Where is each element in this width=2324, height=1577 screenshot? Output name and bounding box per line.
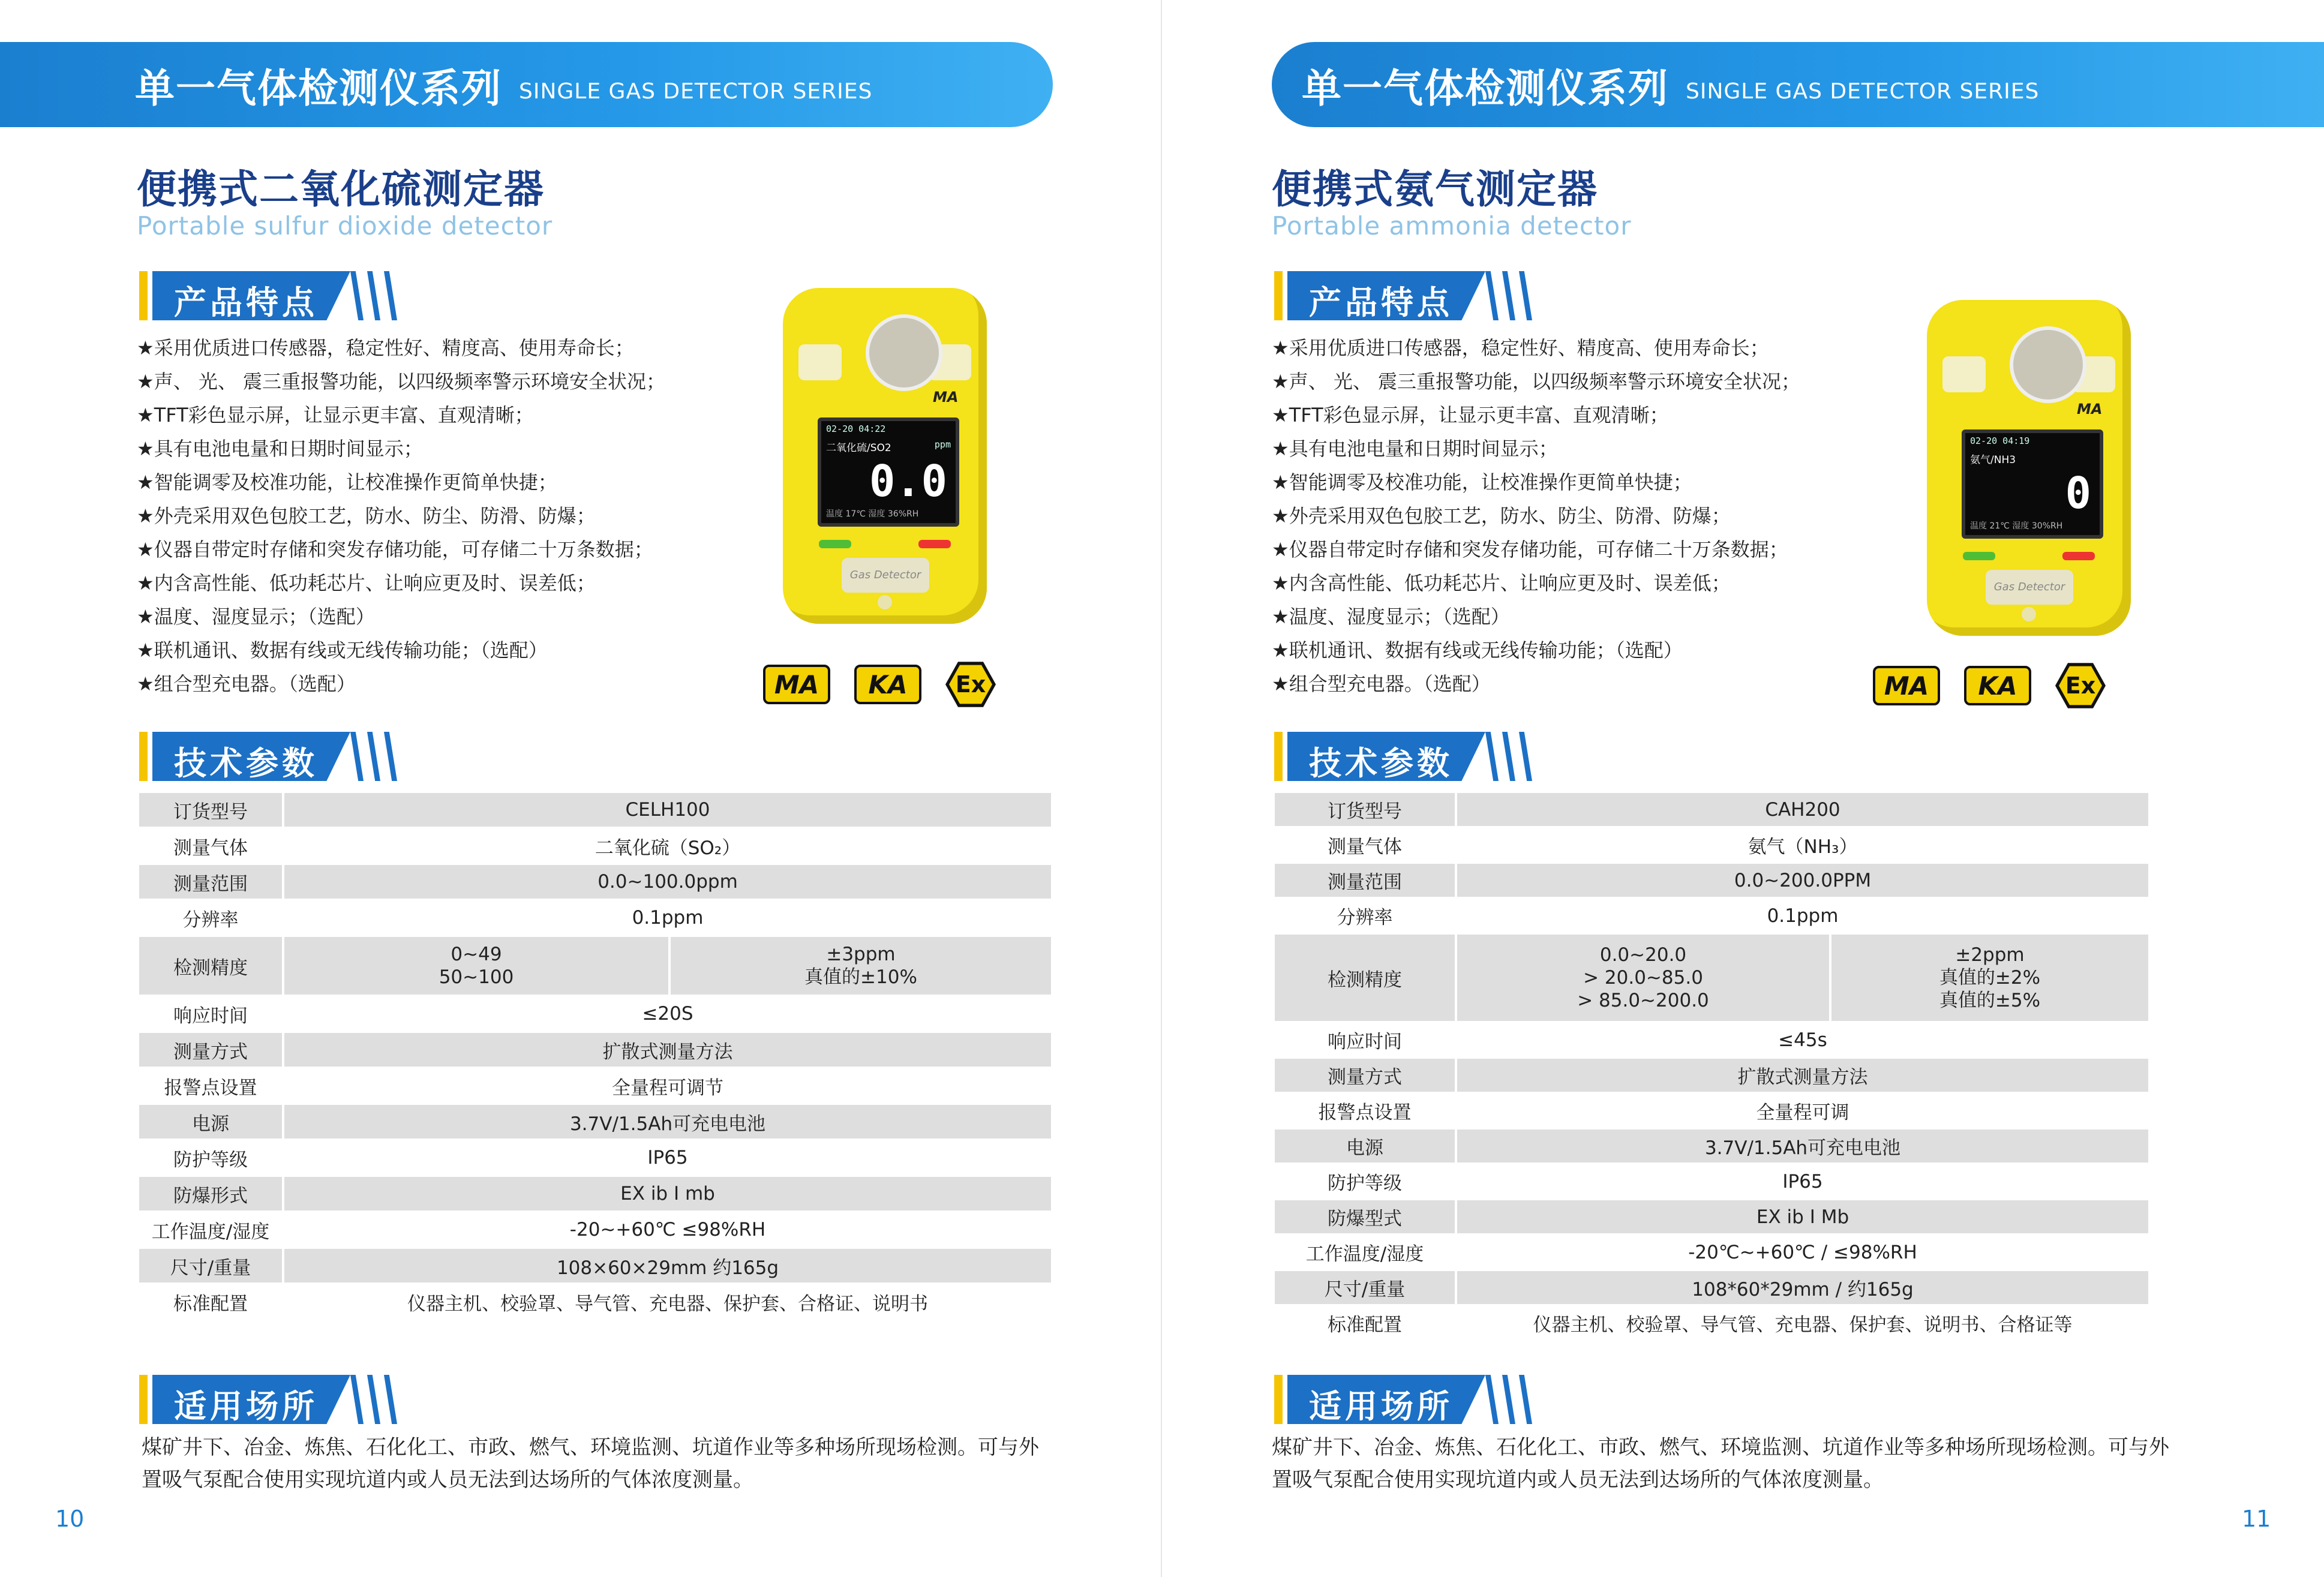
table-row: [139, 865, 1051, 899]
spec-label: 尺寸/重量: [1275, 1271, 1457, 1304]
ma-cert-icon: MA: [763, 665, 830, 704]
device-buzzer: [878, 595, 892, 609]
spec-label: 分辨率: [139, 901, 284, 935]
spec-value: IP65: [647, 1147, 688, 1169]
spec-value: 全量程可调: [1756, 1102, 1849, 1124]
spec-label: 测量气体: [139, 829, 284, 863]
spec-value: 0.0~100.0ppm: [284, 865, 1051, 899]
features-list: [1272, 331, 1908, 701]
detector-device-image: [783, 288, 987, 624]
certification-marks: [1873, 665, 2106, 707]
table-row: [1275, 1271, 2148, 1304]
table-row: [139, 1213, 1051, 1246]
feature-item: ★联机通讯、数据有线或无线传输功能；（选配）: [1272, 639, 1683, 662]
feature-item: ★智能调零及校准功能，让校准操作更简单快捷；: [137, 471, 557, 494]
spec-value: 扩散式测量方法: [284, 1033, 1051, 1067]
feature-item: ★组合型充电器。（选配）: [137, 672, 356, 695]
features-list: [137, 331, 773, 701]
spec-value: 仪器主机、校验罩、导气管、充电器、保护套、说明书、合格证等: [1533, 1314, 2073, 1336]
spec-value: 3.7V/1.5Ah可充电电池: [1457, 1130, 2148, 1163]
device-buzzer: [2022, 607, 2036, 621]
product-title-cn: 便携式二氧化硫测定器: [137, 166, 545, 212]
spec-label: 检测精度: [1275, 935, 1457, 1021]
spec-value: ≤45s: [1778, 1029, 1827, 1051]
feature-item: ★内含高性能、低功耗芯片、让响应更及时、误差低；: [1272, 572, 1731, 594]
table-row: [1275, 1306, 2148, 1339]
table-row: [139, 1105, 1051, 1139]
page-number: 11: [2242, 1506, 2271, 1532]
ma-cert-icon: MA: [1873, 666, 1940, 705]
spec-value: 0.1ppm: [632, 907, 704, 929]
device-screen: 02-20 04:22 二氧化硫/SO2 ppm 0.0 温度 17℃ 湿度 36%RH: [818, 417, 959, 527]
table-row: [139, 997, 1051, 1031]
spec-label: 报警点设置: [139, 1069, 284, 1103]
application-heading: 适用场所: [139, 1375, 409, 1424]
device-screen: 02-20 04:19 氨气/NH3 0 温度 21℃ 湿度 30%RH: [1962, 429, 2103, 539]
spec-label: 工作温度/湿度: [1275, 1236, 1457, 1269]
spec-value: EX ib Ⅰ Mb: [1457, 1200, 2148, 1233]
application-heading: 适用场所: [1274, 1375, 1544, 1424]
application-text: 煤矿井下、冶金、炼焦、石化化工、市政、燃气、环境监测、坑道作业等多种场所现场检测。可与外置吸气泵配合使用实现坑道内或人员无法到达场所的气体浓度测量。: [1272, 1435, 2169, 1492]
table-row: [139, 1249, 1051, 1282]
feature-item: ★TFT彩色显示屏，让显示更丰富、直观清晰；: [137, 404, 534, 426]
spec-value: 二氧化硫（SO₂）: [594, 837, 741, 859]
table-row: [1275, 828, 2148, 861]
device-red-button: [2062, 552, 2095, 560]
spec-label: 测量方式: [1275, 1059, 1457, 1092]
product-title-en: Portable ammonia detector: [1272, 211, 1632, 241]
spec-value: 仪器主机、校验罩、导气管、充电器、保护套、合格证、说明书: [407, 1293, 928, 1315]
spec-label: 订货型号: [1275, 793, 1457, 826]
table-row: [1275, 935, 2148, 1021]
table-row: [139, 1177, 1051, 1210]
table-row: [1275, 899, 2148, 932]
device-mark: MA: [2077, 401, 2103, 417]
spec-label: 尺寸/重量: [139, 1249, 284, 1282]
spec-value: CAH200: [1457, 793, 2148, 826]
features-heading: 产品特点: [1274, 271, 1544, 320]
ka-cert-icon: KA: [854, 665, 921, 704]
ex-cert-icon: Ex: [945, 659, 996, 710]
table-row: [1275, 864, 2148, 897]
series-header: [1272, 42, 2324, 127]
spec-label: 防护等级: [1275, 1165, 1457, 1198]
spec-label: 防爆型式: [1275, 1200, 1457, 1233]
spec-value: ±2ppm 真值的±2% 真值的±5%: [1831, 935, 2148, 1021]
table-row: [139, 937, 1051, 995]
product-title-cn: 便携式氨气测定器: [1272, 166, 1598, 212]
feature-item: ★组合型充电器。（选配）: [1272, 672, 1491, 695]
table-row: [1275, 1130, 2148, 1163]
spec-value: 0.0~200.0PPM: [1457, 864, 2148, 897]
application-text: 煤矿井下、冶金、炼焦、石化化工、市政、燃气、环境监测、坑道作业等多种场所现场检测。可与外置吸气泵配合使用实现坑道内或人员无法到达场所的气体浓度测量。: [142, 1435, 1039, 1492]
spec-value: CELH100: [284, 793, 1051, 827]
table-row: [1275, 1023, 2148, 1056]
feature-item: ★温度、湿度显示；（选配）: [1272, 605, 1510, 628]
spec-value: 108×60×29mm 约165g: [284, 1249, 1051, 1282]
spec-label: 防护等级: [139, 1141, 284, 1175]
spec-label: 响应时间: [1275, 1023, 1457, 1056]
feature-item: ★智能调零及校准功能，让校准操作更简单快捷；: [1272, 471, 1692, 494]
spec-value: EX ib I mb: [284, 1177, 1051, 1210]
spec-value: ≤20S: [642, 1003, 693, 1025]
feature-item: ★仪器自带定时存储和突发存储功能，可存储二十万条数据；: [1272, 538, 1788, 561]
spec-value: 氨气（NH₃）: [1747, 836, 1858, 858]
device-green-button: [1963, 552, 1995, 560]
spec-value: 0.1ppm: [1767, 905, 1839, 927]
feature-item: ★具有电池电量和日期时间显示；: [1272, 437, 1558, 460]
table-row: [139, 1033, 1051, 1067]
table-row: [1275, 793, 2148, 826]
feature-item: ★外壳采用双色包胶工艺，防水、防尘、防滑、防爆；: [137, 504, 596, 527]
spec-label: 标准配置: [1275, 1306, 1457, 1339]
spec-heading: 技术参数: [139, 732, 409, 781]
table-row: [1275, 1059, 2148, 1092]
spec-label: 订货型号: [139, 793, 284, 827]
spec-value: 108*60*29mm / 约165g: [1457, 1271, 2148, 1304]
page-right: [1162, 0, 2324, 1577]
feature-item: ★外壳采用双色包胶工艺，防水、防尘、防滑、防爆；: [1272, 504, 1731, 527]
table-row: [139, 901, 1051, 935]
table-row: [1275, 1094, 2148, 1127]
spec-label: 报警点设置: [1275, 1094, 1457, 1127]
spec-label: 检测精度: [139, 937, 284, 995]
device-green-button: [819, 540, 851, 548]
spec-label: 防爆形式: [139, 1177, 284, 1210]
ex-cert-icon: Ex: [2055, 660, 2106, 711]
spec-label: 响应时间: [139, 997, 284, 1031]
feature-item: ★温度、湿度显示；（选配）: [137, 605, 375, 628]
series-title-en: SINGLE GAS DETECTOR SERIES: [519, 79, 873, 104]
table-row: [1275, 1165, 2148, 1198]
series-title-en: SINGLE GAS DETECTOR SERIES: [1686, 79, 2040, 104]
spec-value: 全量程可调节: [612, 1077, 723, 1099]
series-title-cn: 单一气体检测仪系列: [1302, 65, 1669, 112]
spec-label: 测量气体: [1275, 828, 1457, 861]
spec-label: 标准配置: [139, 1285, 284, 1318]
spec-table: [139, 791, 1051, 1321]
table-row: [1275, 1236, 2148, 1269]
spec-value: 0~49 50~100: [284, 937, 671, 995]
spec-label: 电源: [139, 1105, 284, 1139]
spec-value: ±3ppm 真值的±10%: [671, 937, 1051, 995]
feature-item: ★仪器自带定时存储和突发存储功能，可存储二十万条数据；: [137, 538, 653, 561]
device-red-button: [918, 540, 951, 548]
table-row: [139, 1141, 1051, 1175]
features-heading: 产品特点: [139, 271, 409, 320]
table-row: [139, 793, 1051, 827]
device-mark: MA: [933, 389, 959, 405]
feature-item: ★TFT彩色显示屏，让显示更丰富、直观清晰；: [1272, 404, 1669, 426]
certification-marks: [763, 663, 996, 705]
page-number: 10: [55, 1506, 85, 1532]
table-row: [1275, 1200, 2148, 1233]
feature-item: ★采用优质进口传感器，稳定性好、精度高、使用寿命长；: [137, 337, 634, 359]
table-row: [139, 1069, 1051, 1103]
table-row: [139, 829, 1051, 863]
spec-label: 测量范围: [1275, 864, 1457, 897]
spec-label: 测量范围: [139, 865, 284, 899]
ka-cert-icon: KA: [1964, 666, 2031, 705]
feature-item: ★采用优质进口传感器，稳定性好、精度高、使用寿命长；: [1272, 337, 1769, 359]
product-title-en: Portable sulfur dioxide detector: [137, 211, 553, 241]
feature-item: ★声、 光、 震三重报警功能，以四级频率警示环境安全状况；: [1272, 370, 1801, 393]
spec-value: IP65: [1782, 1170, 1823, 1192]
spec-value: 0.0~20.0 > 20.0~85.0 > 85.0~200.0: [1457, 935, 1831, 1021]
spec-heading: 技术参数: [1274, 732, 1544, 781]
sensor-icon: [866, 314, 942, 391]
sensor-icon: [2010, 326, 2086, 403]
series-title-cn: 单一气体检测仪系列: [135, 65, 502, 112]
spec-value: -20~+60℃ ≤98%RH: [569, 1219, 766, 1240]
feature-item: ★具有电池电量和日期时间显示；: [137, 437, 423, 460]
feature-item: ★联机通讯、数据有线或无线传输功能；（选配）: [137, 639, 548, 662]
spec-label: 工作温度/湿度: [139, 1213, 284, 1246]
detector-device-image: [1927, 300, 2131, 636]
spec-table: [1275, 791, 2148, 1342]
spec-label: 分辨率: [1275, 899, 1457, 932]
spec-label: 测量方式: [139, 1033, 284, 1067]
table-row: [139, 1285, 1051, 1318]
device-badge: Gas Detector: [1986, 570, 2073, 605]
spec-value: 扩散式测量方法: [1457, 1059, 2148, 1092]
spec-value: 3.7V/1.5Ah可充电电池: [284, 1105, 1051, 1139]
feature-item: ★内含高性能、低功耗芯片、让响应更及时、误差低；: [137, 572, 596, 594]
device-badge: Gas Detector: [842, 558, 929, 593]
series-header: [0, 42, 1053, 127]
feature-item: ★声、 光、 震三重报警功能，以四级频率警示环境安全状况；: [137, 370, 666, 393]
spec-value: -20℃~+60℃ / ≤98%RH: [1688, 1241, 1917, 1263]
spec-label: 电源: [1275, 1130, 1457, 1163]
